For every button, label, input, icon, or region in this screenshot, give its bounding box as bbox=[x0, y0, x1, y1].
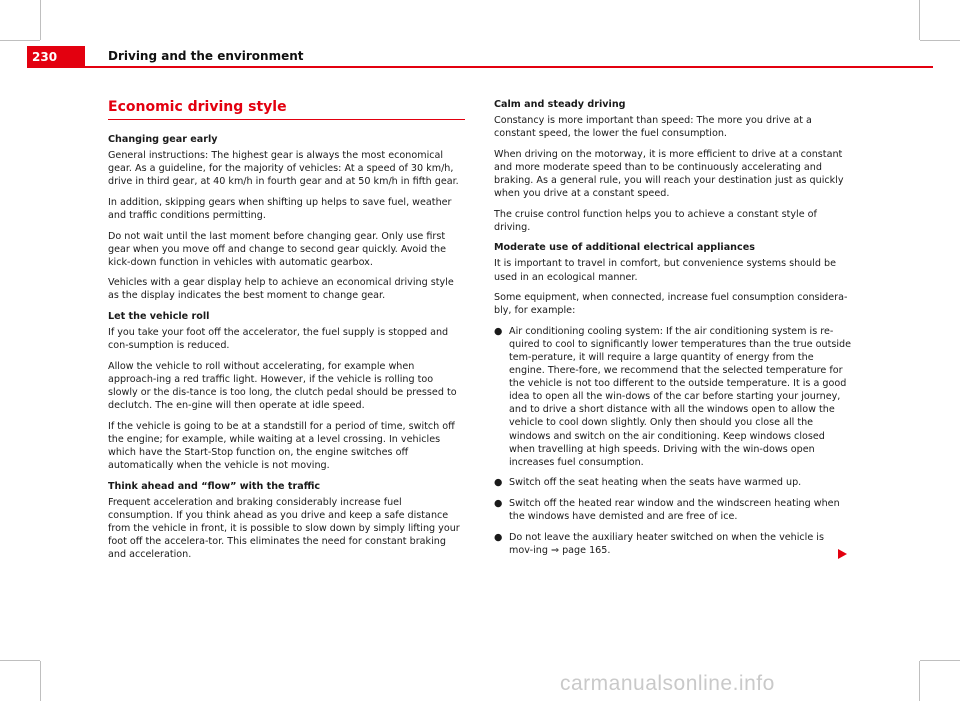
list-item-text: Switch off the seat heating when the seats have warmed up. bbox=[509, 477, 802, 489]
paragraph: The cruise control function helps you to achieve a constant style of driving. bbox=[494, 208, 817, 233]
section-title: Economic driving style bbox=[108, 98, 465, 120]
list-item bbox=[494, 476, 851, 489]
list-item-text: Switch off the heated rear window and the windscreen heating when the windows have demisted and are free of ice. bbox=[509, 497, 840, 523]
subheading-calm-driving: Calm and steady driving bbox=[494, 99, 626, 110]
paragraph: It is important to travel in comfort, but convenience systems should be used in an ecological manner. bbox=[494, 258, 836, 283]
paragraph: General instructions: The highest gear is always the most economical gear. As a guideline, for the majority of vehicles: At a speed of 30 km/h, drive in third gear, at 40 km/h in fourth gear and at 50 km/h in fifth gear. bbox=[108, 150, 459, 188]
paragraph: In addition, skipping gears when shifting up helps to save fuel, weather and traffic conditions permitting. bbox=[108, 196, 452, 221]
crop-mark bbox=[920, 660, 960, 661]
watermark: carmanualsonline.info bbox=[560, 672, 775, 695]
bullet-icon: ● bbox=[494, 477, 503, 489]
paragraph: Allow the vehicle to roll without accelerating, for example when approach-ing a red traffic light. However, if the vehicle is rolling too slowly or the dis-tance is too long, the clutch pedal should be pressed to declutch. The en-gine will then operate at idle speed. bbox=[108, 360, 457, 412]
list-item-text: Do not leave the auxiliary heater switched on when the vehicle is mov-ing ⇒ page 165. bbox=[509, 531, 824, 556]
bullet-icon: ● bbox=[494, 497, 503, 509]
paragraph: If the vehicle is going to be at a standstill for a period of time, switch off the engine; for example, while waiting at a level crossing. In vehicles which have the Start-Stop function on, the engine switches off automatically when the vehicle is not moving. bbox=[108, 420, 455, 471]
subheading-changing-gear: Changing gear early bbox=[108, 134, 218, 145]
chapter-title: Driving and the environment bbox=[108, 49, 304, 63]
paragraph: Frequent acceleration and braking considerably increase fuel consumption. If you think ahead as you drive and keep a safe distance from the vehicle in front, it is possible to slow down by simply lifting your foot off the accelera-tor. This eliminates the need for constant braking and acceleration. bbox=[108, 496, 460, 561]
crop-mark bbox=[0, 660, 40, 661]
paragraph: Constancy is more important than speed: The more you drive at a constant speed, the lower the fuel consumption. bbox=[494, 115, 812, 140]
right-column bbox=[494, 98, 851, 564]
list-item bbox=[494, 497, 851, 523]
paragraph: If you take your foot off the accelerator, the fuel supply is stopped and con-sumption is reduced. bbox=[108, 327, 449, 352]
bullet-icon: ● bbox=[494, 531, 503, 543]
list-item bbox=[494, 531, 851, 557]
paragraph: When driving on the motorway, it is more efficient to drive at a constant and more moderate speed than to be continuously accelerating and braking. As a general rule, you will reach your destination just as quickly when you drive at a constant speed. bbox=[494, 148, 844, 200]
crop-mark bbox=[0, 40, 40, 41]
crop-mark bbox=[919, 661, 920, 701]
page-number: 230 bbox=[27, 46, 85, 68]
list-item-text: Air conditioning cooling system: If the air conditioning system is re-quired to cool to significantly lower temperatures than the true outside tem-perature, it will require a large quantity of energy from the engine. There-fore, we recommend that the selected temperature for the vehicle is not too different to the outside temperature. It is a good idea to open all the win-dows of the car before starting your journey, and to drive a short distance with all the windows open to allow the vehicle to cool down slightly. Only then should you close all the windows and switch on the air conditioning. Keep windows closed when travelling at high speeds. Driving with the win-dows open increases fuel consumption. bbox=[509, 325, 852, 468]
continue-arrow-icon bbox=[838, 549, 847, 559]
paragraph: Vehicles with a gear display help to achieve an economical driving style as the display indicates the best moment to change gear. bbox=[108, 277, 454, 302]
subheading-electrical-appliances: Moderate use of additional electrical appliances bbox=[494, 242, 755, 254]
crop-mark bbox=[919, 0, 920, 40]
paragraph: Do not wait until the last moment before changing gear. Only use first gear when you move off and change to second gear quickly. Avoid the kick-down function in vehicles with automatic gearbox. bbox=[108, 230, 446, 268]
paragraph: Some equipment, when connected, increase fuel consumption considera-bly, for example: bbox=[494, 292, 848, 317]
crop-mark bbox=[40, 0, 41, 40]
subheading-think-ahead: Think ahead and “flow” with the traffic bbox=[108, 480, 321, 492]
subheading-let-vehicle-roll: Let the vehicle roll bbox=[108, 311, 210, 323]
crop-mark bbox=[40, 661, 41, 701]
bullet-icon: ● bbox=[494, 325, 503, 337]
crop-mark bbox=[920, 40, 960, 41]
list-item bbox=[494, 325, 851, 469]
left-column bbox=[108, 98, 465, 569]
header-rule bbox=[85, 66, 933, 68]
